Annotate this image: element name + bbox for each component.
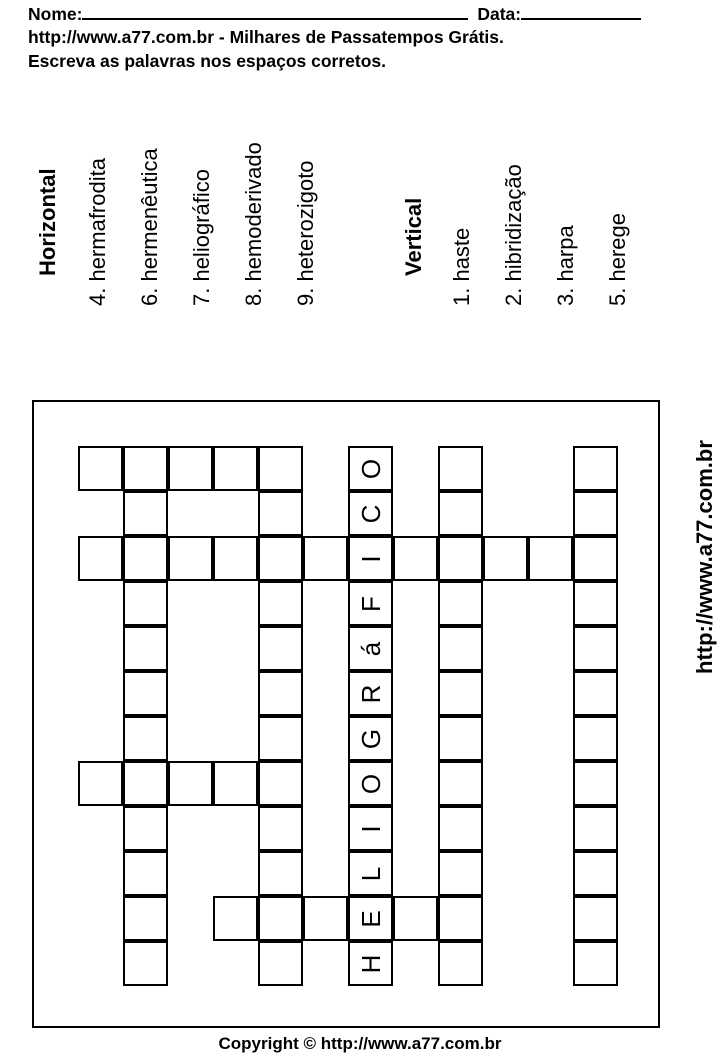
crossword-cell[interactable]	[258, 941, 303, 986]
crossword-cell[interactable]	[393, 536, 438, 581]
cell-letter: G	[355, 728, 386, 749]
crossword-cell[interactable]	[123, 671, 168, 716]
crossword-cell[interactable]	[348, 446, 393, 491]
crossword-cell[interactable]	[438, 941, 483, 986]
cell-letter: E	[355, 909, 386, 928]
clue-vertical-2: 2. hibridização	[501, 164, 526, 306]
crossword-cell[interactable]	[258, 761, 303, 806]
cell-letter: I	[355, 824, 386, 833]
instruction-text: Escreva as palavras nos espaços corretos.	[28, 51, 386, 71]
cell-letter: F	[355, 595, 386, 612]
crossword-cell[interactable]	[573, 671, 618, 716]
crossword-cell[interactable]	[573, 806, 618, 851]
name-label: Nome:	[28, 4, 83, 24]
clue-horizontal-9: 9. heterozigoto	[293, 160, 318, 306]
crossword-cell[interactable]	[348, 761, 393, 806]
clue-horizontal-4: 4. hermafrodita	[85, 158, 110, 306]
crossword-cell[interactable]	[303, 896, 348, 941]
crossword-cell[interactable]	[258, 671, 303, 716]
crossword-cell[interactable]	[348, 536, 393, 581]
crossword-cell[interactable]	[123, 761, 168, 806]
crossword-cell[interactable]	[123, 896, 168, 941]
crossword-cell[interactable]	[573, 626, 618, 671]
crossword-cell[interactable]	[573, 581, 618, 626]
crossword-cell[interactable]	[213, 896, 258, 941]
cell-letter: C	[355, 504, 386, 523]
crossword-cell[interactable]	[438, 851, 483, 896]
crossword-cell[interactable]	[78, 536, 123, 581]
crossword-cell[interactable]	[348, 806, 393, 851]
crossword-cell[interactable]	[348, 716, 393, 761]
clue-horizontal-8: 8. hemoderivado	[241, 142, 266, 306]
crossword-cell[interactable]	[438, 716, 483, 761]
crossword-cell[interactable]	[348, 491, 393, 536]
crossword-cell[interactable]	[123, 626, 168, 671]
crossword-cell[interactable]	[573, 761, 618, 806]
crossword-cell[interactable]	[348, 896, 393, 941]
crossword-cell[interactable]	[573, 896, 618, 941]
crossword-cell[interactable]	[78, 446, 123, 491]
crossword-cell[interactable]	[123, 851, 168, 896]
crossword-cell[interactable]	[348, 581, 393, 626]
cell-letter: R	[355, 684, 386, 703]
horizontal-title: Horizontal	[35, 168, 60, 276]
cell-letter: H	[355, 954, 386, 973]
clue-vertical-5: 5. herege	[605, 213, 630, 306]
crossword-cell[interactable]	[348, 941, 393, 986]
copyright-footer: Copyright © http://www.a77.com.br	[218, 1034, 502, 1053]
crossword-cell[interactable]	[123, 446, 168, 491]
crossword-cell[interactable]	[78, 761, 123, 806]
crossword-cell[interactable]	[168, 446, 213, 491]
crossword-cell[interactable]	[258, 896, 303, 941]
clue-vertical-1: 1. haste	[449, 227, 474, 306]
crossword-cell[interactable]	[438, 806, 483, 851]
crossword-cell[interactable]	[123, 491, 168, 536]
crossword-cell[interactable]	[123, 806, 168, 851]
crossword-cell[interactable]	[258, 581, 303, 626]
crossword-cell[interactable]	[438, 491, 483, 536]
crossword-cell[interactable]	[213, 536, 258, 581]
name-field-line[interactable]	[82, 3, 468, 20]
crossword-cell[interactable]	[258, 446, 303, 491]
cell-letter: á	[355, 641, 386, 656]
cell-letter: O	[355, 458, 386, 479]
crossword-cell[interactable]	[393, 896, 438, 941]
crossword-cell[interactable]	[438, 896, 483, 941]
crossword-cell[interactable]	[483, 536, 528, 581]
crossword-cell[interactable]	[573, 941, 618, 986]
clue-vertical-3: 3. harpa	[553, 225, 578, 306]
crossword-cell[interactable]	[258, 536, 303, 581]
cell-letter: I	[355, 554, 386, 563]
crossword-cell[interactable]	[438, 581, 483, 626]
crossword-cell[interactable]	[123, 941, 168, 986]
crossword-cell[interactable]	[123, 581, 168, 626]
crossword-cell[interactable]	[573, 536, 618, 581]
clue-horizontal-6: 6. hermenêutica	[137, 148, 162, 306]
crossword-cell[interactable]	[438, 446, 483, 491]
crossword-cell[interactable]	[123, 716, 168, 761]
date-label: Data:	[477, 4, 522, 24]
crossword-cell[interactable]	[123, 536, 168, 581]
cell-letter: L	[355, 866, 386, 881]
crossword-cell[interactable]	[438, 626, 483, 671]
crossword-cell[interactable]	[573, 491, 618, 536]
crossword-cell[interactable]	[438, 536, 483, 581]
crossword-cell[interactable]	[258, 716, 303, 761]
crossword-cell[interactable]	[258, 491, 303, 536]
crossword-cell[interactable]	[258, 806, 303, 851]
cell-letter: O	[355, 773, 386, 794]
crossword-cell[interactable]	[168, 536, 213, 581]
date-field-line[interactable]	[521, 3, 641, 20]
crossword-cell[interactable]	[168, 761, 213, 806]
crossword-cell[interactable]	[348, 671, 393, 716]
crossword-cell[interactable]	[573, 446, 618, 491]
crossword-cell[interactable]	[258, 626, 303, 671]
crossword-cell[interactable]	[573, 851, 618, 896]
crossword-cell[interactable]	[438, 671, 483, 716]
clue-horizontal-7: 7. heliográfico	[189, 169, 214, 306]
vertical-title: Vertical	[401, 197, 426, 276]
crossword-cell[interactable]	[438, 761, 483, 806]
crossword-cell[interactable]	[348, 851, 393, 896]
crossword-cell[interactable]	[213, 446, 258, 491]
name-date-line	[28, 3, 641, 24]
crossword-cell[interactable]	[303, 536, 348, 581]
site-line: http://www.a77.com.br - Milhares de Passatempos Grátis.	[28, 27, 504, 47]
crossword-cell[interactable]	[213, 761, 258, 806]
crossword-cell[interactable]	[528, 536, 573, 581]
crossword-cell[interactable]	[348, 626, 393, 671]
crossword-cell[interactable]	[573, 716, 618, 761]
crossword-cell[interactable]	[258, 851, 303, 896]
side-url: http://www.a77.com.br	[692, 440, 717, 674]
